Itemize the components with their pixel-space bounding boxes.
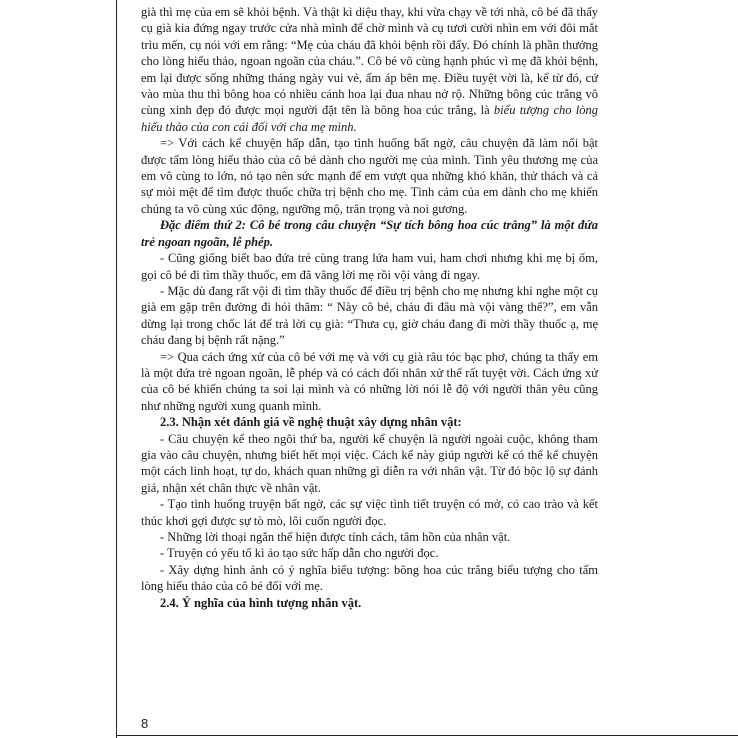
page-border-bottom bbox=[116, 735, 738, 736]
paragraph-politeness: - Mặc dù đang rất vội đi tìm thầy thuốc để điều trị bệnh cho mẹ nhưng khi nghe một cụ già em gặp trên đường đi hỏi thăm: “ Này cô bé, cháu đi đâu mà vội vàng thế?”, em vẫn dừng lại trong chốc lát để trả lời cụ già: “Thưa cụ, giờ cháu đang đi mời thầy thuốc ạ, mẹ cháu đang bị bệnh rất nặng.” bbox=[141, 283, 598, 348]
paragraph-dialogue: - Những lời thoại ngắn thể hiện được tính cách, tâm hồn của nhân vật. bbox=[160, 530, 511, 544]
section-heading-2-3: 2.3. Nhận xét đánh giá về nghệ thuật xây dựng nhân vật: bbox=[160, 415, 462, 430]
paragraph-obedience: - Cũng giống biết bao đứa trẻ cùng trang lứa ham vui, ham chơi nhưng khi mẹ bị ốm, gọi cô bé đi tìm thầy thuốc, em đã vâng lời mẹ rồi vội vàng đi ngay. bbox=[141, 251, 598, 282]
document-body bbox=[141, 4, 598, 611]
subheading-trait-2: Đặc điểm thứ 2: Cô bé trong câu chuyện “Sự tích bông hoa cúc trắng” là một đứa trẻ ngoan ngoãn, lễ phép. bbox=[141, 218, 598, 249]
paragraph-conclusion-1: => Với cách kể chuyện hấp dẫn, tạo tình huống bất ngờ, câu chuyện đã làm nổi bật được tấm lòng hiếu thảo của cô bé dành cho người mẹ của mình. Tình yêu thương mẹ của em vô cùng to lớn, nó tạo nên sức mạnh để em vượt qua những khó khăn, thử thách và cả sự mỏi mệt để tìm được thuốc chữa trị bệnh cho mẹ. Tình cảm của em dành cho mẹ khiến chúng ta vô cùng xúc động, ngưỡng mộ, trân trọng và noi gương. bbox=[141, 136, 598, 216]
paragraph-story-ending bbox=[141, 4, 598, 135]
paragraph-narration: - Câu chuyện kể theo ngôi thứ ba, người kể chuyện là người ngoài cuộc, không tham gia vào câu chuyện, nhưng biết hết mọi việc. Cách kể này giúp người kể có thể kể chuyện một cách linh hoạt, tự do, khách quan những gì diễn ra với nhân vật. Từ đó bộc lộ sự đánh giá, nhận xét chân thực về nhân vật. bbox=[141, 431, 598, 495]
paragraph-symbol: - Xây dựng hình ảnh có ý nghĩa biểu tượng: bông hoa cúc trắng biểu tượng cho tấm lòng hiếu thảo của cô bé đối với mẹ. bbox=[141, 562, 598, 594]
paragraph-conclusion-2: => Qua cách ứng xử của cô bé với mẹ và với cụ già râu tóc bạc phơ, chúng ta thấy em là một đứa trẻ ngoan ngoãn, lễ phép và có cách đối nhân xử thế rất tuyệt vời. Cách ứng xử của cô bé khiến chúng ta soi lại mình và có những lời nói lễ độ với người thân yêu cũng như những người xung quanh mình. bbox=[141, 349, 598, 413]
paragraph-fantasy: - Truyện có yếu tố kì ảo tạo sức hấp dẫn cho người đọc. bbox=[160, 546, 439, 561]
section-heading-2-4: 2.4. Ý nghĩa của hình tượng nhân vật. bbox=[160, 595, 362, 610]
page-number: 8 bbox=[141, 716, 149, 731]
paragraph-text: già thì mẹ của em sẽ khỏi bệnh. Và thật kì diệu thay, khi vừa chạy về tới nhà, cô bé đã thấy cụ già kia đứng ngay trước cửa nhà mình để chờ mình và cụ tươi cười nhìn em với đôi mắt trìu mến, cụ nói với em rằng: “Mẹ của cháu đã khỏi bệnh rồi đấy. Đó chính là phần thưởng cho lòng hiếu thảo, ngoan ngoãn của cháu.”. Cô bé vô cùng hạnh phúc vì mẹ đã khỏi bệnh, em lại được sống những tháng ngày vui vẻ, ấm áp bên mẹ. Điều tuyệt vời là, kể từ đó, cứ vào mùa thu thì bông hoa có nhiều cánh hoa lại đua nhau nở rộ. Những bông cúc trắng vô cùng xinh đẹp đó được mọi người đặt tên là bông hoa cúc trắng, là bbox=[141, 5, 598, 118]
paragraph-situation: - Tạo tình huống truyện bất ngờ, các sự việc tình tiết truyện có mở, có cao trào và kết thúc khơi gợi được sự tò mò, lôi cuốn người đọc. bbox=[141, 497, 598, 528]
italic-phrase: biểu tượng cho lòng hiếu thảo của con cái đối với cha mẹ mình. bbox=[141, 103, 598, 134]
page-border-left bbox=[116, 0, 117, 738]
